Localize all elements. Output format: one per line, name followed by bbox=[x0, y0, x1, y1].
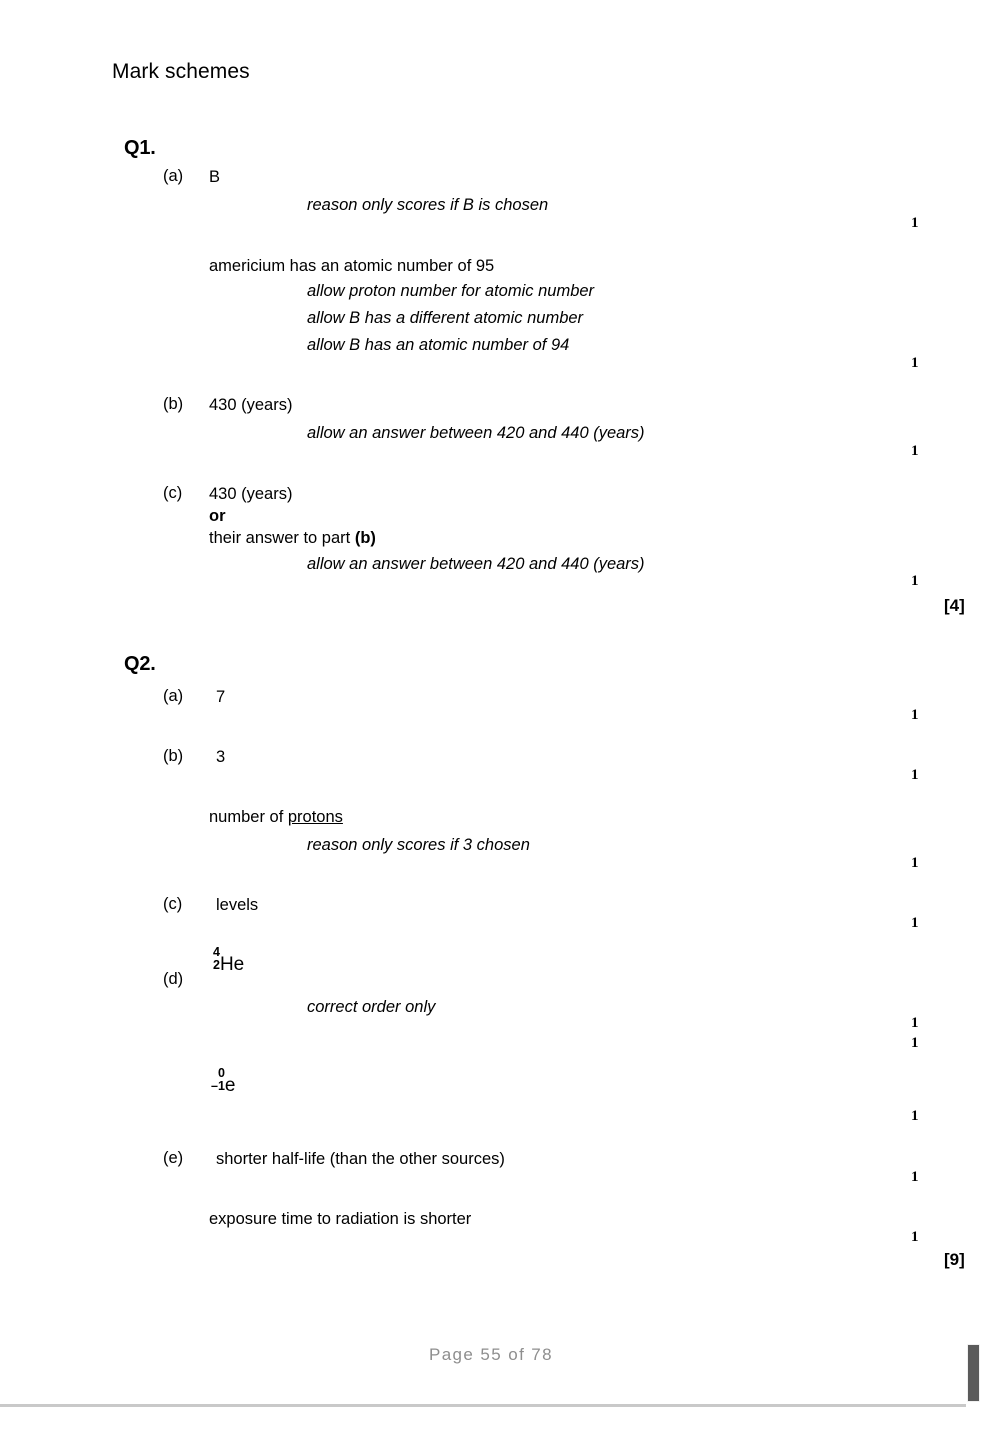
answer-q1-a-extra: americium has an atomic number of 95 bbox=[209, 257, 495, 275]
note-q1-a-1: reason only scores if B is chosen bbox=[307, 196, 549, 214]
note-q1-b-1: allow an answer between 420 and 440 (years) bbox=[307, 424, 645, 442]
note-q2-b-1: reason only scores if 3 chosen bbox=[307, 836, 530, 854]
page-title: Mark schemes bbox=[112, 60, 250, 83]
answer-q1-c-line1: 430 (years) bbox=[209, 485, 293, 503]
page-footer: Page 55 of 78 bbox=[428, 1345, 554, 1364]
isotope-helium-4-mass-number: 4 bbox=[213, 945, 220, 959]
isotope-beta-particle-symbol: e bbox=[224, 1074, 236, 1096]
answer-q1-a: B bbox=[209, 168, 221, 186]
mark-q1-c-1: 1 bbox=[911, 573, 919, 589]
mark-q2-b-2: 1 bbox=[911, 855, 919, 871]
part-letter-q2-d: (d) bbox=[163, 970, 184, 988]
isotope-beta-particle-atomic-number: –1 bbox=[211, 1078, 225, 1093]
answer-q1-c-line3 bbox=[209, 528, 376, 549]
part-letter-q1-a: (a) bbox=[163, 167, 184, 185]
isotope-helium-4-symbol: He bbox=[219, 953, 245, 975]
part-letter-q2-c: (c) bbox=[163, 895, 183, 913]
part-letter-q2-e: (e) bbox=[163, 1149, 184, 1167]
isotope-helium-4-atomic-number: 2 bbox=[213, 957, 220, 972]
note-q1-a-3: allow B has a different atomic number bbox=[307, 309, 584, 327]
part-letter-q2-a: (a) bbox=[163, 687, 184, 705]
mark-q2-e-1: 1 bbox=[911, 1169, 919, 1185]
mark-q1-a-1: 1 bbox=[911, 215, 919, 231]
answer-q1-c-or: or bbox=[209, 507, 226, 525]
mark-q2-d-3: 1 bbox=[911, 1108, 919, 1124]
answer-q2-e-extra: exposure time to radiation is shorter bbox=[209, 1210, 472, 1228]
answer-q1-b: 430 (years) bbox=[209, 396, 293, 414]
vertical-scrollbar[interactable] bbox=[966, 0, 982, 1428]
question-total-q1: [4] bbox=[944, 596, 965, 615]
answer-q2-e: shorter half-life (than the other sources) bbox=[216, 1150, 505, 1168]
isotope-helium-4 bbox=[213, 947, 244, 974]
mark-q1-b-1: 1 bbox=[911, 443, 919, 459]
question-total-q2: [9] bbox=[944, 1250, 965, 1269]
answer-q2-b-extra-text: number of bbox=[209, 808, 288, 826]
page-boundary-gap bbox=[0, 1404, 982, 1431]
mark-q2-b-1: 1 bbox=[911, 767, 919, 783]
mark-q2-e-2: 1 bbox=[911, 1229, 919, 1245]
mark-q2-c-1: 1 bbox=[911, 915, 919, 931]
isotope-beta-particle-mass-number: 0 bbox=[217, 1066, 225, 1080]
answer-q1-c-line3-text: their answer to part bbox=[209, 529, 355, 547]
part-letter-q2-b: (b) bbox=[163, 747, 184, 765]
note-q2-d-1: correct order only bbox=[307, 998, 436, 1016]
mark-q1-a-2: 1 bbox=[911, 355, 919, 371]
isotope-helium-4-numbers bbox=[213, 946, 220, 972]
mark-q2-a-1: 1 bbox=[911, 707, 919, 723]
vertical-scrollbar-thumb[interactable] bbox=[967, 1344, 980, 1402]
answer-q2-b-extra bbox=[209, 807, 343, 828]
note-q1-a-4: allow B has an atomic number of 94 bbox=[307, 336, 570, 354]
note-q1-c-1: allow an answer between 420 and 440 (years) bbox=[307, 555, 645, 573]
part-letter-q1-c: (c) bbox=[163, 484, 183, 502]
mark-q2-d-2: 1 bbox=[911, 1035, 919, 1051]
answer-q2-b: 3 bbox=[216, 748, 226, 766]
question-label-q2: Q2. bbox=[124, 653, 156, 675]
mark-q2-d-1: 1 bbox=[911, 1015, 919, 1031]
question-label-q1: Q1. bbox=[124, 137, 156, 159]
answer-q1-c-line3-ref: (b) bbox=[354, 529, 376, 547]
note-q1-a-2: allow proton number for atomic number bbox=[307, 282, 595, 300]
isotope-beta-particle bbox=[211, 1068, 235, 1095]
answer-q2-c: levels bbox=[216, 896, 259, 914]
part-letter-q1-b: (b) bbox=[163, 395, 184, 413]
answer-q2-a: 7 bbox=[216, 688, 226, 706]
isotope-beta-particle-numbers bbox=[211, 1067, 225, 1093]
answer-q2-b-extra-keyword: protons bbox=[287, 808, 343, 826]
